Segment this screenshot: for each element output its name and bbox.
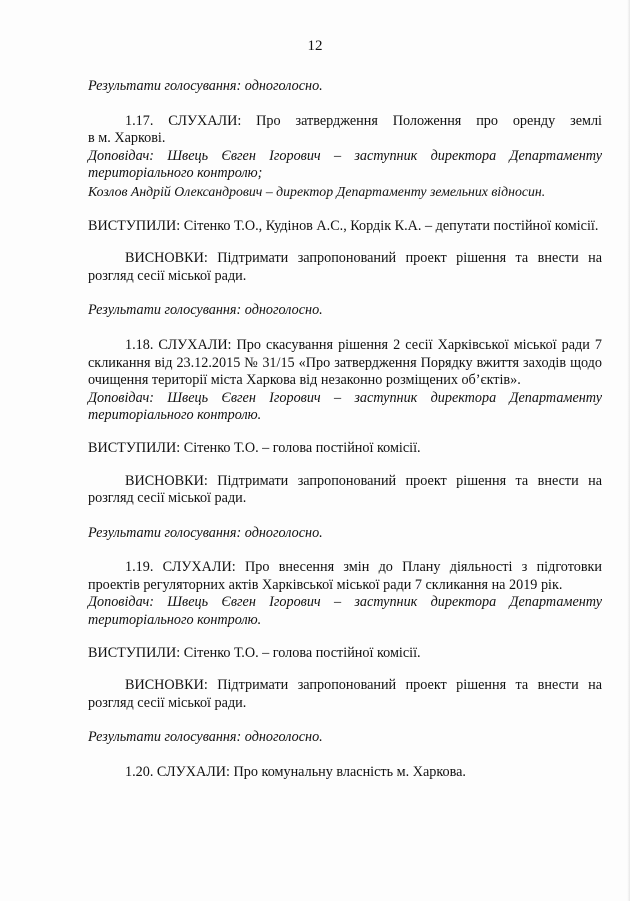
heard-paragraph: 1.20. СЛУХАЛИ: Про комунальну власність м. Харкова. bbox=[125, 764, 466, 781]
vote-result: Результати голосування: одноголосно. bbox=[88, 524, 323, 541]
spoke-paragraph: ВИСТУПИЛИ: Сітенко Т.О. – голова постійної комісії. bbox=[88, 439, 421, 456]
speaker-paragraph: Доповідач: Швець Євген Ігорович – заступник директора Департаменту територіального контролю. bbox=[88, 389, 602, 424]
spoke-paragraph: ВИСТУПИЛИ: Сітенко Т.О., Кудінов А.С., Кордік К.А. – депутати постійної комісії. bbox=[88, 217, 599, 234]
speaker-paragraph-2: Козлов Андрій Олександрович – директор Департаменту земельних відносин. bbox=[88, 183, 546, 199]
spoke-paragraph: ВИСТУПИЛИ: Сітенко Т.О. – голова постійної комісії. bbox=[88, 644, 421, 661]
agenda-item-1-17 bbox=[88, 113, 602, 320]
speaker-paragraph: Доповідач: Швець Євген Ігорович – заступник директора Департаменту територіального контролю. bbox=[88, 594, 602, 629]
heard-line-2: в м. Харкові. bbox=[88, 130, 166, 147]
conclusion-paragraph: ВИСНОВКИ: Підтримати запропонований проект рішення та внести на розгляд сесії міської ради. bbox=[88, 250, 602, 284]
conclusion-paragraph: ВИСНОВКИ: Підтримати запропонований проект рішення та внести на розгляд сесії міської ради. bbox=[88, 677, 602, 711]
document-body bbox=[88, 78, 602, 782]
agenda-item-1-20 bbox=[88, 764, 602, 782]
heard-paragraph: 1.18. СЛУХАЛИ: Про скасування рішення 2 сесії Харківської міської ради 7 скликання від 23.12.2015 № 31/15 «Про затвердження Порядку вжиття заходів щодо очищення території міста Харкова від незаконно розміщених об’єктів». bbox=[88, 336, 602, 389]
conclusion-paragraph: ВИСНОВКИ: Підтримати запропонований проект рішення та внести на розгляд сесії міської ради. bbox=[88, 472, 602, 507]
vote-result: Результати голосування: одноголосно. bbox=[88, 729, 323, 746]
agenda-item-1-19 bbox=[88, 559, 602, 747]
agenda-item-1-18 bbox=[88, 337, 602, 542]
heard-paragraph: 1.19. СЛУХАЛИ: Про внесення змін до Плану діяльності з підготовки проектів регуляторних актів Харківської міської ради 7 скликання на 2019 рік. bbox=[88, 559, 602, 593]
page-number: 12 bbox=[307, 38, 323, 54]
heard-line-1: 1.17. СЛУХАЛИ: Про затвердження Положення про оренду землі bbox=[125, 112, 602, 129]
speaker-paragraph: Доповідач: Швець Євген Ігорович – заступник директора Департаменту територіального контролю; bbox=[88, 147, 602, 182]
vote-result: Результати голосування: одноголосно. bbox=[88, 78, 323, 94]
vote-result: Результати голосування: одноголосно. bbox=[88, 302, 323, 319]
